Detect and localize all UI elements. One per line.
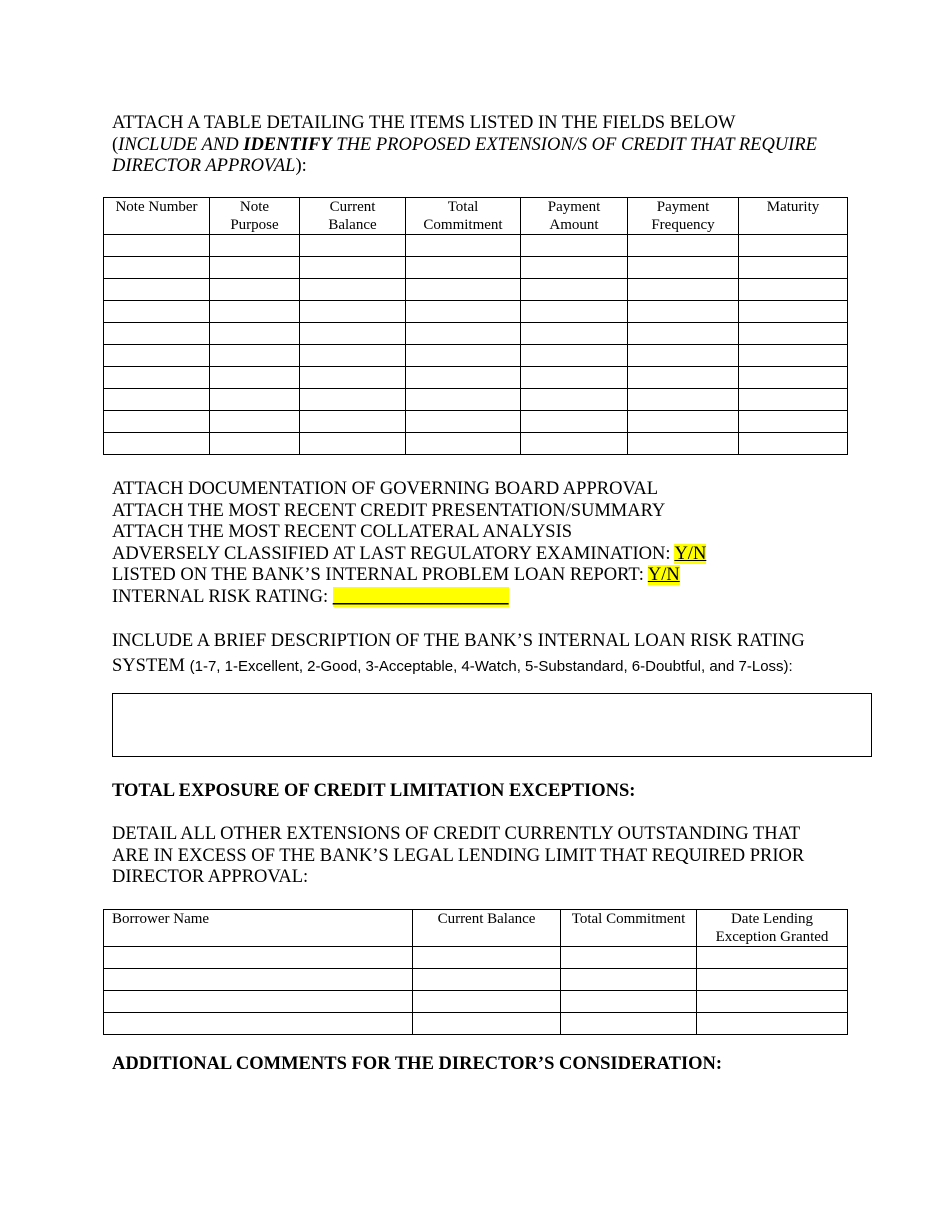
table-cell[interactable] — [300, 235, 406, 257]
table-cell[interactable] — [739, 301, 848, 323]
table-cell[interactable] — [104, 235, 210, 257]
column-header — [561, 910, 697, 947]
table-cell[interactable] — [300, 301, 406, 323]
column-header-line: Amount — [549, 217, 599, 233]
detail-line-3: DIRECTOR APPROVAL: — [112, 867, 309, 887]
column-header — [739, 198, 848, 235]
rating-description-box[interactable] — [112, 693, 872, 757]
table-cell[interactable] — [739, 367, 848, 389]
column-header-line: Current Balance — [437, 911, 536, 927]
table-cell[interactable] — [413, 1013, 561, 1035]
table-cell[interactable] — [697, 947, 848, 969]
table-cell[interactable] — [406, 257, 521, 279]
table-cell[interactable] — [104, 991, 413, 1013]
table-cell[interactable] — [104, 345, 210, 367]
column-header-line: Frequency — [651, 217, 715, 233]
attach-board-approval: ATTACH DOCUMENTATION OF GOVERNING BOARD APPROVAL — [112, 479, 659, 499]
table-cell[interactable] — [210, 235, 300, 257]
table-row — [104, 433, 848, 455]
table-cell[interactable] — [561, 1013, 697, 1035]
table-cell[interactable] — [739, 279, 848, 301]
column-header — [104, 198, 210, 235]
table-cell[interactable] — [104, 389, 210, 411]
column-header-line: Commitment — [423, 217, 503, 233]
risk-rating-label: INTERNAL RISK RATING: — [112, 586, 333, 607]
table-cell[interactable] — [300, 389, 406, 411]
table-cell[interactable] — [561, 947, 697, 969]
comments-heading: ADDITIONAL COMMENTS FOR THE DIRECTOR’S CONSIDERATION: — [112, 1054, 723, 1074]
intro-line-3 — [112, 156, 817, 178]
table-cell[interactable] — [521, 257, 628, 279]
table-cell[interactable] — [521, 389, 628, 411]
table-row — [104, 1013, 848, 1035]
column-header — [413, 910, 561, 947]
table-cell[interactable] — [104, 279, 210, 301]
table-cell[interactable] — [406, 411, 521, 433]
table-cell[interactable] — [210, 433, 300, 455]
column-header-line: Balance — [328, 217, 377, 233]
table-cell[interactable] — [210, 323, 300, 345]
table-cell[interactable] — [300, 323, 406, 345]
table-cell[interactable] — [739, 257, 848, 279]
table-cell[interactable] — [521, 235, 628, 257]
table-cell[interactable] — [104, 969, 413, 991]
table-cell[interactable] — [104, 301, 210, 323]
intro-line-1: ATTACH A TABLE DETAILING THE ITEMS LISTED IN THE FIELDS BELOW — [112, 113, 736, 133]
table-row — [104, 367, 848, 389]
adversely-classified-row — [112, 544, 706, 566]
table-cell[interactable] — [697, 991, 848, 1013]
detail-paragraph — [112, 824, 804, 889]
table-cell[interactable] — [521, 323, 628, 345]
table-cell[interactable] — [406, 323, 521, 345]
column-header-line: Total Commitment — [571, 911, 686, 927]
table-row — [104, 301, 848, 323]
intro-paragraph — [112, 113, 817, 178]
table-cell[interactable] — [406, 345, 521, 367]
column-header-line: Note — [239, 199, 270, 215]
column-header-line: Payment — [547, 199, 601, 215]
table-cell[interactable] — [413, 947, 561, 969]
table-cell[interactable] — [300, 279, 406, 301]
table-cell[interactable] — [104, 411, 210, 433]
table-cell[interactable] — [406, 301, 521, 323]
lending-exceptions-table — [103, 909, 848, 1035]
column-header — [406, 198, 521, 235]
problem-loan-label: LISTED ON THE BANK’S INTERNAL PROBLEM LOAN REPORT: — [112, 565, 648, 585]
rating-line-1: INCLUDE A BRIEF DESCRIPTION OF THE BANK’S INTERNAL LOAN RISK RATING — [112, 631, 805, 651]
table-row — [104, 257, 848, 279]
intro-italic-b: THE PROPOSED EXTENSION/S OF CREDIT THAT REQUIRE — [331, 134, 817, 155]
detail-line-2: ARE IN EXCESS OF THE BANK’S LEGAL LENDING LIMIT THAT REQUIRED PRIOR — [112, 845, 805, 866]
paren-close: ): — [295, 156, 307, 176]
table-cell[interactable] — [300, 367, 406, 389]
table-cell[interactable] — [104, 257, 210, 279]
table-cell[interactable] — [628, 433, 739, 455]
table-row — [104, 279, 848, 301]
column-header-line: Borrower Name — [112, 911, 210, 927]
intro-bold-italic: IDENTIFY — [243, 134, 332, 155]
table-cell[interactable] — [628, 301, 739, 323]
column-header-line: Exception Granted — [715, 929, 829, 945]
table-cell[interactable] — [739, 323, 848, 345]
problem-loan-field[interactable]: Y/N — [647, 565, 680, 585]
table-cell[interactable] — [739, 389, 848, 411]
rating-description-prompt — [112, 629, 805, 679]
column-header-line: Total — [447, 199, 479, 215]
table-cell[interactable] — [104, 947, 413, 969]
table-cell[interactable] — [628, 235, 739, 257]
column-header — [521, 198, 628, 235]
table-row — [104, 969, 848, 991]
table-cell[interactable] — [739, 433, 848, 455]
intro-italic-c: DIRECTOR APPROVAL — [112, 156, 296, 176]
attachments-list — [112, 479, 706, 608]
table-cell[interactable] — [628, 279, 739, 301]
table-cell[interactable] — [210, 367, 300, 389]
table-cell[interactable] — [104, 323, 210, 345]
table-cell[interactable] — [739, 411, 848, 433]
table-cell[interactable] — [521, 433, 628, 455]
table-cell[interactable] — [406, 279, 521, 301]
column-header — [628, 198, 739, 235]
table-row — [104, 345, 848, 367]
table-row — [104, 389, 848, 411]
table-cell[interactable] — [210, 389, 300, 411]
table-cell[interactable] — [413, 969, 561, 991]
table-cell[interactable] — [628, 389, 739, 411]
detail-line-1: DETAIL ALL OTHER EXTENSIONS OF CREDIT CURRENTLY OUTSTANDING THAT — [112, 824, 801, 844]
column-header — [300, 198, 406, 235]
table-cell[interactable] — [628, 323, 739, 345]
credit-detail-table — [103, 197, 848, 455]
table-cell[interactable] — [104, 433, 210, 455]
column-header-line: Current — [329, 199, 376, 215]
table-cell[interactable] — [300, 345, 406, 367]
table-cell[interactable] — [697, 969, 848, 991]
column-header-line: Date Lending — [730, 911, 814, 927]
table-cell[interactable] — [300, 411, 406, 433]
table-cell[interactable] — [300, 433, 406, 455]
column-header-line: Note Number — [115, 199, 198, 215]
rating-scale: (1-7, 1-Excellent, 2-Good, 3-Acceptable, 4-Watch, 5-Substandard, 6-Doubtful, and 7-Loss): — [189, 658, 793, 675]
table-cell[interactable] — [406, 367, 521, 389]
table-cell[interactable] — [406, 235, 521, 257]
column-header-line: Maturity — [766, 199, 820, 215]
table-cell[interactable] — [210, 301, 300, 323]
table-cell[interactable] — [697, 1013, 848, 1035]
problem-loan-row — [112, 565, 706, 587]
table-cell[interactable] — [406, 389, 521, 411]
column-header — [697, 910, 848, 947]
intro-italic-a: INCLUDE AND — [118, 134, 244, 155]
table-row — [104, 991, 848, 1013]
intro-line-2 — [112, 135, 817, 157]
table-cell[interactable] — [521, 345, 628, 367]
adversely-classified-field[interactable]: Y/N — [674, 543, 707, 564]
table-cell[interactable] — [561, 969, 697, 991]
exceptions-table-header — [104, 910, 848, 947]
table-cell[interactable] — [521, 367, 628, 389]
adversely-classified-label: ADVERSELY CLASSIFIED AT LAST REGULATORY EXAMINATION: — [112, 543, 675, 564]
table-row — [104, 235, 848, 257]
column-header-line: Payment — [656, 199, 710, 215]
paren-open: ( — [112, 134, 119, 155]
column-header — [210, 198, 300, 235]
rating-line-2 — [112, 654, 805, 679]
risk-rating-row — [112, 587, 706, 609]
table-cell[interactable] — [300, 257, 406, 279]
risk-rating-field[interactable]: ___________________ — [332, 586, 509, 607]
table-cell[interactable] — [104, 367, 210, 389]
table-cell[interactable] — [210, 257, 300, 279]
table-cell[interactable] — [628, 345, 739, 367]
table-cell[interactable] — [739, 235, 848, 257]
table-cell[interactable] — [521, 301, 628, 323]
table-cell[interactable] — [210, 279, 300, 301]
column-header-line: Purpose — [230, 217, 279, 233]
table-cell[interactable] — [739, 345, 848, 367]
exposure-heading: TOTAL EXPOSURE OF CREDIT LIMITATION EXCEPTIONS: — [112, 781, 636, 801]
table-row — [104, 947, 848, 969]
table-cell[interactable] — [210, 411, 300, 433]
table-cell[interactable] — [521, 411, 628, 433]
table-cell[interactable] — [628, 257, 739, 279]
table-row — [104, 411, 848, 433]
credit-table-header — [104, 198, 848, 235]
table-cell[interactable] — [521, 279, 628, 301]
table-cell[interactable] — [104, 1013, 413, 1035]
table-row — [104, 323, 848, 345]
table-cell[interactable] — [561, 991, 697, 1013]
table-cell[interactable] — [628, 411, 739, 433]
column-header — [104, 910, 413, 947]
table-cell[interactable] — [406, 433, 521, 455]
table-cell[interactable] — [413, 991, 561, 1013]
table-cell[interactable] — [210, 345, 300, 367]
rating-system-word: SYSTEM — [112, 656, 190, 676]
attach-collateral-analysis: ATTACH THE MOST RECENT COLLATERAL ANALYSIS — [112, 522, 573, 542]
attach-credit-presentation: ATTACH THE MOST RECENT CREDIT PRESENTATION/SUMMARY — [112, 500, 666, 521]
table-cell[interactable] — [628, 367, 739, 389]
